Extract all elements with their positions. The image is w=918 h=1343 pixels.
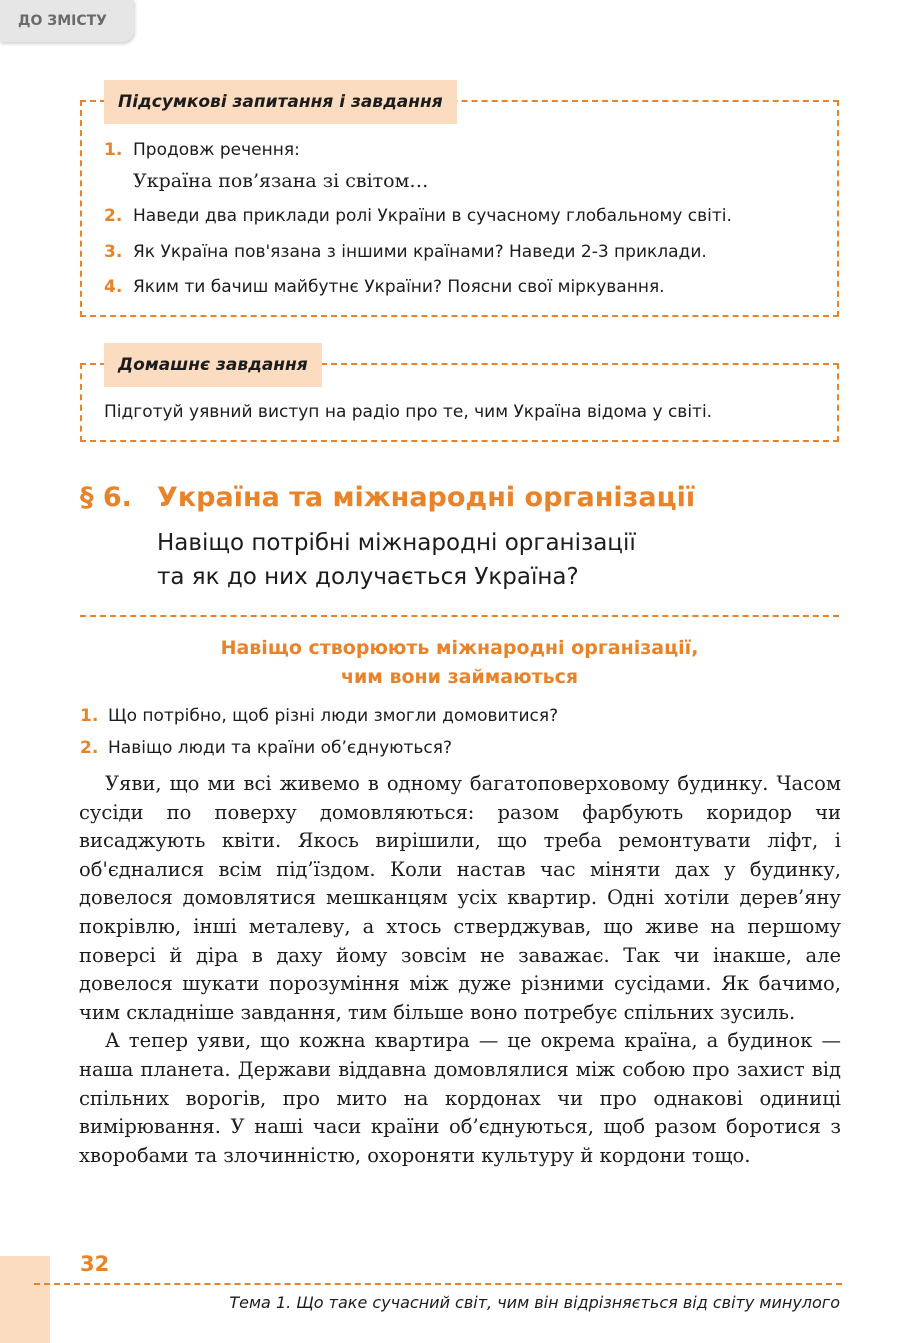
sentence-starter: Україна пов’язана зі світом… <box>133 170 429 192</box>
paragraph-question-line: та як до них долучається Україна? <box>157 564 579 590</box>
section-divider <box>80 615 839 617</box>
homework-box-title: Домашнє завдання <box>104 343 322 387</box>
footer-topic <box>229 1293 840 1312</box>
page-number: 32 <box>80 1252 110 1276</box>
question-number: 3. <box>104 242 123 262</box>
question-text: Яким ти бачиш майбутнє України? Поясни свої міркування. <box>133 277 665 297</box>
question-number: 2. <box>80 738 99 758</box>
footer-topic-text: Що таке сучасний світ, чим він відрізняється від світу минулого <box>296 1293 840 1312</box>
homework-box <box>80 355 839 442</box>
body-paragraph: Уяви, що ми всі живемо в одному багатоповерховому будинку. Часом сусіди по поверху домовляються: разом фарбують коридор чи висаджують квіти. Якось вирішили, що треба ремонтувати ліфт, і об'єдналися всім під’їздом. Коли настав час міняти дах у будинку, довелося домовлятися мешканцям усіх квартир. Одні хотіли дерев’яну покрівлю, інші металеву, а хтось стверджував, що живе на першому поверсі й діра в даху йому зовсім не заважає. Так чи інакше, але довелося шукати порозуміння між дуже різними сусідами. Як бачимо, чим складніше завдання, тим більше воно потребує спільних зусиль. <box>79 772 841 1024</box>
footer-divider <box>34 1283 842 1285</box>
footer-topic-prefix: Тема 1. <box>229 1293 292 1312</box>
question-text: Продовж речення: <box>133 140 300 160</box>
question-text: Як Україна пов'язана з іншими країнами? Наведи 2-3 приклади. <box>133 242 707 262</box>
summary-questions-box <box>80 92 839 317</box>
paragraph-title: Україна та міжнародні організації <box>157 482 696 513</box>
summary-box-title: Підсумкові запитання і завдання <box>104 80 457 124</box>
body-text <box>79 770 841 1170</box>
question-number: 2. <box>104 206 123 226</box>
paragraph-question-line: Навіщо потрібні міжнародні організації <box>157 530 636 556</box>
question-text: Наведи два приклади ролі України в сучасному глобальному світі. <box>133 206 732 226</box>
subsection-heading: чим вони займаються <box>340 666 579 688</box>
page-corner-decoration <box>0 1256 50 1343</box>
question-number: 4. <box>104 277 123 297</box>
question-text: Навіщо люди та країни об’єднуються? <box>108 738 453 758</box>
subsection-heading: Навіщо створюють міжнародні організації, <box>220 637 699 659</box>
question-number: 1. <box>104 140 123 160</box>
paragraph-number: § 6. <box>80 482 132 513</box>
homework-text: Підготуй уявний виступ на радіо про те, чим Україна відома у світі. <box>104 402 713 422</box>
body-paragraph: А тепер уяви, що кожна квартира — це окрема країна, а будинок — наша планета. Держави віддавна домовлялися між собою про захист від спільних ворогів, про мито на кордонах чи про однакові одиниці вимірювання. У наші часи країни об’єднуються, щоб разом боротися з хворобами та злочинністю, охороняти культуру й кордони тощо. <box>79 1029 841 1167</box>
question-text: Що потрібно, щоб різні люди змогли домовитися? <box>108 706 559 726</box>
question-number: 1. <box>80 706 99 726</box>
toc-link-button[interactable]: ДО ЗМІСТУ <box>0 0 134 42</box>
